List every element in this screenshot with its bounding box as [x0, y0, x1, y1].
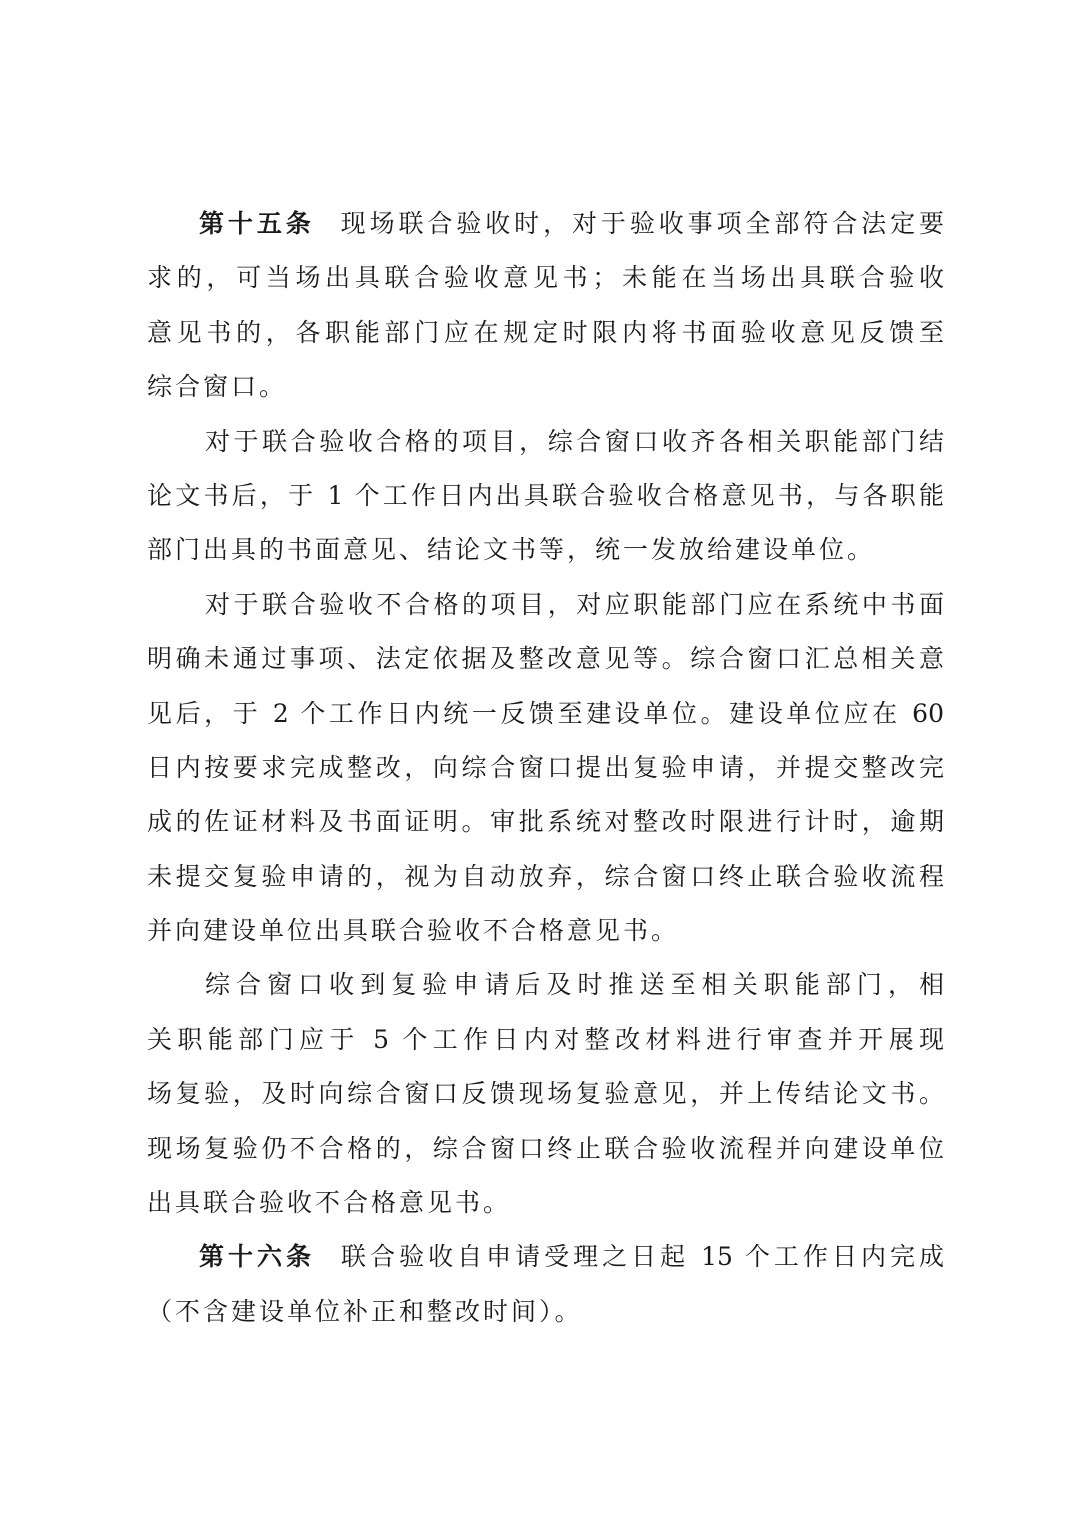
- text-line: 并向建设单位出具联合验收不合格意见书。: [147, 916, 680, 946]
- text-line: 场复验，及时向综合窗口反馈现场复验意见，并上传结论文书。: [147, 1079, 944, 1109]
- text-line: 成的佐证材料及书面证明。审批系统对整改时限进行计时，逾期: [147, 807, 944, 837]
- paragraph-qualified: [147, 415, 944, 578]
- text-line: 第十六条 联合验收自申请受理之日起 15 个工作日内完成: [199, 1242, 944, 1272]
- text-line: （不含建设单位补正和整改时间）。: [147, 1296, 583, 1326]
- text-line: 日内按要求完成整改，向综合窗口提出复验申请，并提交整改完: [147, 752, 944, 782]
- text-line: 对于联合验收合格的项目，综合窗口收齐各相关职能部门结: [205, 426, 944, 456]
- text-line: 综合窗口收到复验申请后及时推送至相关职能部门，相: [205, 970, 944, 1000]
- paragraph-reinspection: [147, 958, 944, 1230]
- text-line: 第十五条 现场联合验收时，对于验收事项全部符合法定要: [199, 209, 944, 238]
- text-line: 未提交复验申请的，视为自动放弃，综合窗口终止联合验收流程: [147, 861, 944, 891]
- text-line: 论文书后，于 1 个工作日内出具联合验收合格意见书，与各职能: [147, 480, 944, 510]
- text-line: 关职能部门应于 5 个工作日内对整改材料进行审查并开展现: [147, 1024, 944, 1054]
- text-line: 出具联合验收不合格意见书。: [147, 1188, 512, 1218]
- document-body: [147, 197, 944, 1339]
- text-line: 求的，可当场出具联合验收意见书；未能在当场出具联合验收: [147, 263, 944, 293]
- text-line: 意见书的，各职能部门应在规定时限内将书面验收意见反馈至: [147, 317, 944, 347]
- text-line: 现场复验仍不合格的，综合窗口终止联合验收流程并向建设单位: [147, 1133, 944, 1163]
- paragraph-unqualified: [147, 578, 944, 959]
- text-line: 明确未通过事项、法定依据及整改意见等。综合窗口汇总相关意: [147, 644, 944, 674]
- article-16: [147, 1230, 944, 1339]
- text-line: 对于联合验收不合格的项目，对应职能部门应在系统中书面: [205, 589, 944, 619]
- text-line: 见后，于 2 个工作日内统一反馈至建设单位。建设单位应在 60: [147, 698, 944, 728]
- article-heading: 第十五条: [199, 209, 315, 238]
- article-heading: 第十六条: [199, 1242, 316, 1272]
- article-15: [147, 197, 944, 415]
- text-line: 部门出具的书面意见、结论文书等，统一发放给建设单位。: [147, 535, 876, 565]
- text-line: 综合窗口。: [147, 372, 288, 402]
